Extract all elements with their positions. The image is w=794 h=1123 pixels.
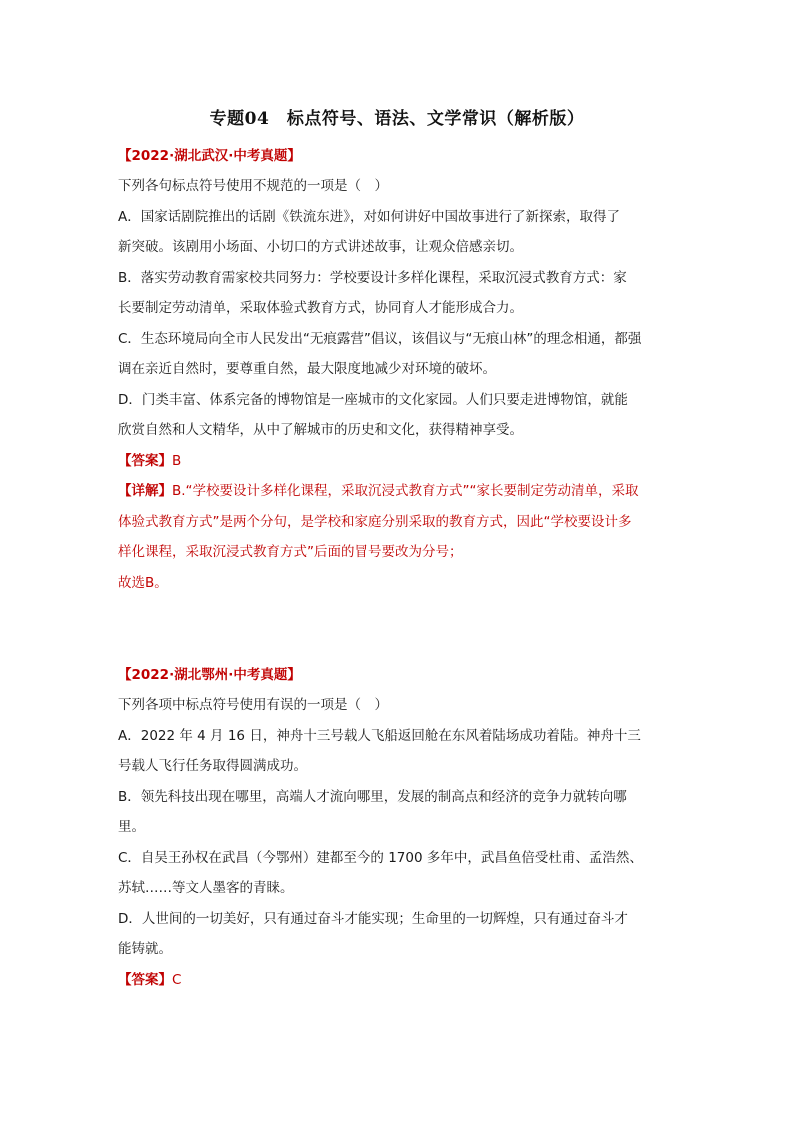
answer-label: 【答案】 xyxy=(118,452,172,469)
answer xyxy=(118,446,686,477)
option-line: 长要制定劳动清单，采取体验式教育方式，协同育人才能形成合力。 xyxy=(118,300,523,316)
detail-label: 【详解】 xyxy=(118,483,172,499)
option-a xyxy=(118,202,686,263)
option-line: A．国家话剧院推出的话剧《铁流东进》，对如何讲好中国故事进行了新探索，取得了 xyxy=(118,208,620,225)
option-line: 能铸就。 xyxy=(118,941,172,957)
answer-value: B xyxy=(172,452,182,469)
question-source: 【2022·湖北武汉·中考真题】 xyxy=(118,148,301,164)
answer-value: C xyxy=(172,971,182,988)
option-line: 里。 xyxy=(118,819,145,835)
question-stem: 下列各项中标点符号使用有误的一项是（ ） xyxy=(118,697,388,713)
option-b xyxy=(118,782,686,843)
question-1 xyxy=(118,141,686,598)
option-line: D．门类丰富、体系完备的博物馆是一座城市的文化家园。人们只要走进博物馆，就能 xyxy=(118,391,628,408)
answer xyxy=(118,965,686,996)
option-line: B．落实劳动教育需家校共同努力：学校要设计多样化课程，采取沉浸式教育方式：家 xyxy=(118,269,627,286)
question-source: 【2022·湖北鄂州·中考真题】 xyxy=(118,667,301,683)
section-spacer xyxy=(118,598,686,660)
option-line: B．领先科技出现在哪里，高端人才流向哪里，发展的制高点和经济的竞争力就转向哪 xyxy=(118,788,627,805)
option-line: 新突破。该剧用小场面、小切口的方式讲述故事，让观众倍感亲切。 xyxy=(118,239,523,255)
option-line: A．2022 年 4 月 16 日，神舟十三号载人飞船返回舱在东风着陆场成功着陆。神舟十三 xyxy=(118,727,641,744)
option-a xyxy=(118,721,686,782)
detail-line: 体验式教育方式”是两个分句，是学校和家庭分别采取的教育方式，因此“学校要设计多 xyxy=(118,513,632,530)
question-2 xyxy=(118,660,686,995)
option-line: D．人世间的一切美好，只有通过奋斗才能实现；生命里的一切辉煌，只有通过奋斗才 xyxy=(118,910,628,927)
option-c xyxy=(118,324,686,385)
option-d xyxy=(118,904,686,965)
option-line: C．生态环境局向全市人民发出“无痕露营”倡议，该倡议与“无痕山林”的理念相通，都强 xyxy=(118,330,642,347)
option-line: 号载人飞行任务取得圆满成功。 xyxy=(118,758,307,774)
conclusion: 故选B。 xyxy=(118,574,168,591)
option-line: 调在亲近自然时，要尊重自然，最大限度地减少对环境的破坏。 xyxy=(118,361,496,377)
option-line: 欣赏自然和人文精华，从中了解城市的历史和文化，获得精神享受。 xyxy=(118,422,523,438)
detail xyxy=(118,476,686,568)
answer-label: 【答案】 xyxy=(118,971,172,988)
content-area xyxy=(118,141,686,995)
detail-line: 样化课程，采取沉浸式教育方式”后面的冒号要改为分号； xyxy=(118,544,463,560)
option-c xyxy=(118,843,686,904)
option-d xyxy=(118,385,686,446)
detail-line xyxy=(118,476,686,507)
option-line: 苏轼……等文人墨客的青睐。 xyxy=(118,880,294,896)
detail-text: B.“学校要设计多样化课程，采取沉浸式教育方式”“家长要制定劳动清单，采取 xyxy=(172,483,639,499)
page-title: 专题04 标点符号、语法、文学常识（解析版） xyxy=(209,109,585,129)
option-b xyxy=(118,263,686,324)
question-stem: 下列各句标点符号使用不规范的一项是（ ） xyxy=(118,178,388,194)
option-line: C．自吴王孙权在武昌（今鄂州）建都至今的 1700 多年中，武昌鱼倍受杜甫、孟浩然、 xyxy=(118,849,643,866)
